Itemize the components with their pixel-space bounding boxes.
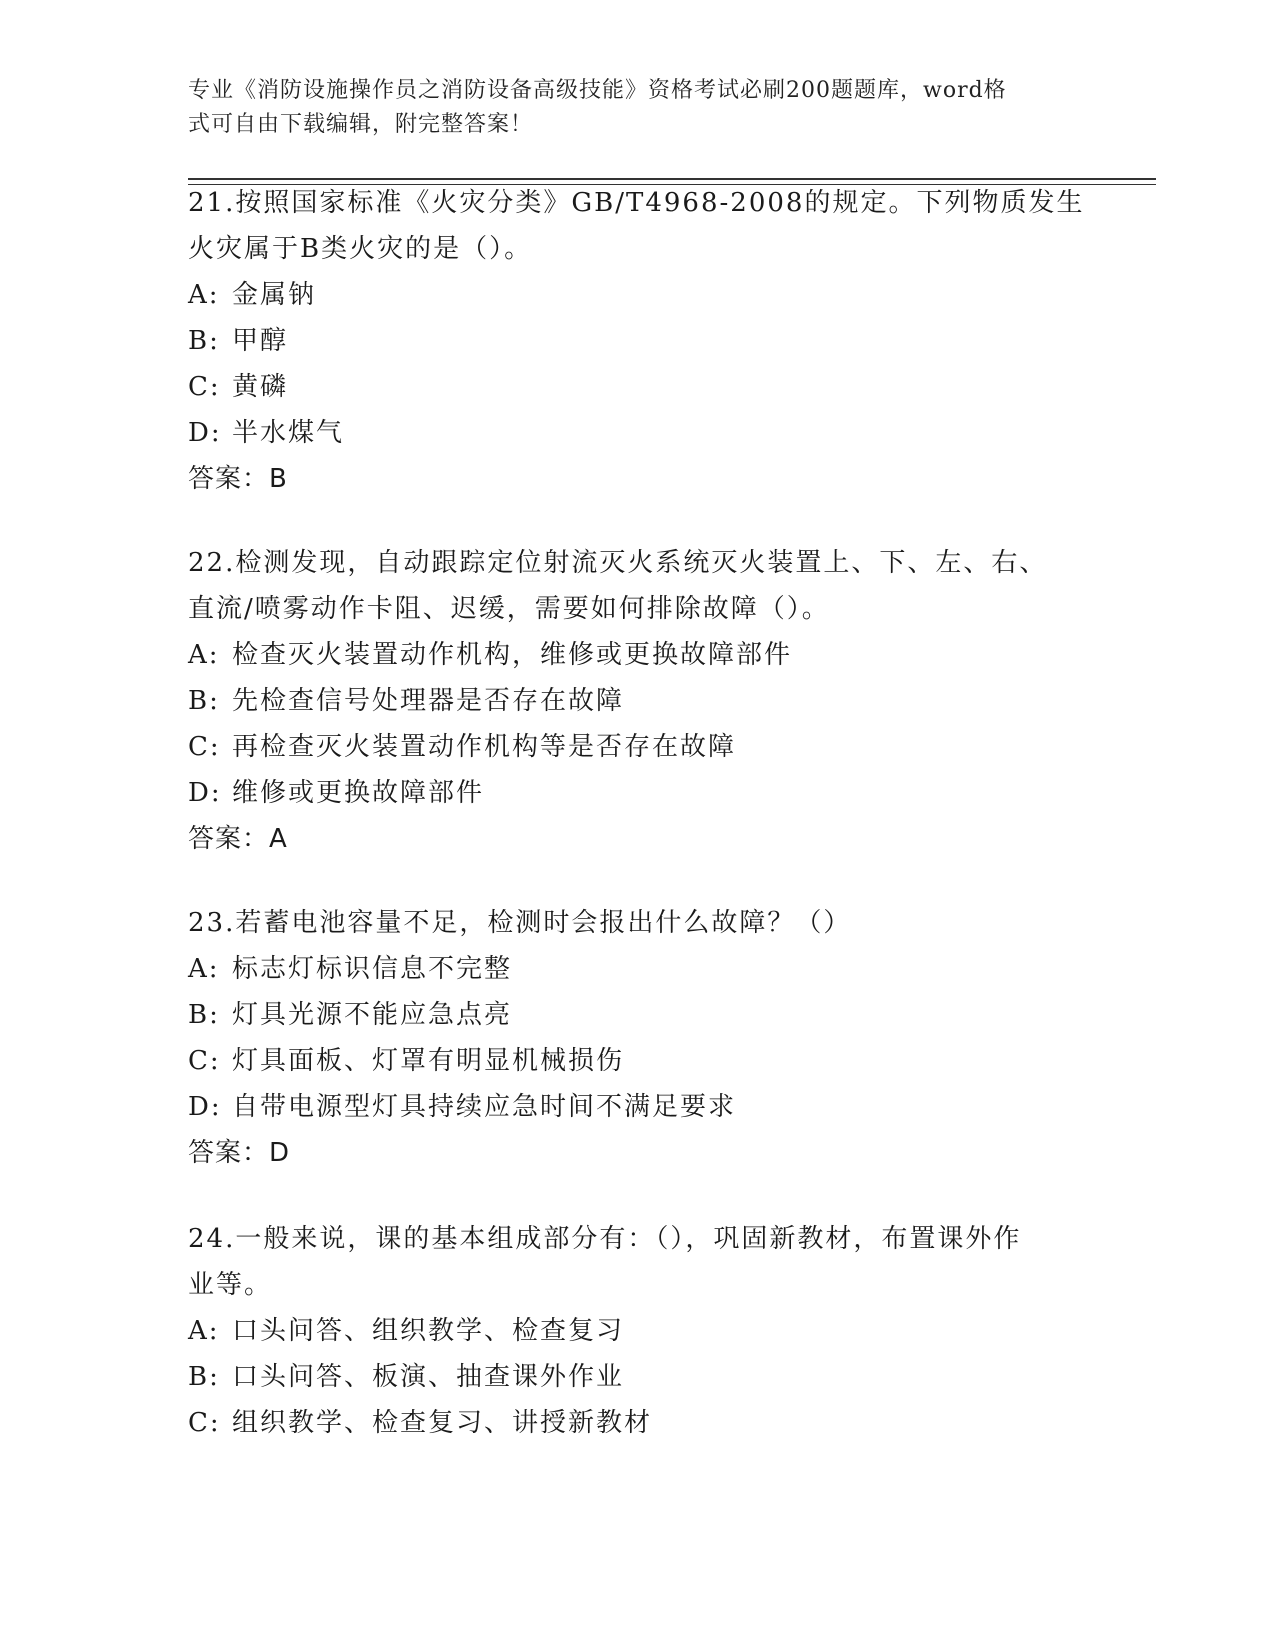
option-text: 口头问答、板演、抽查课外作业 <box>232 1362 625 1392</box>
option-c <box>188 1400 1088 1446</box>
option-label: D: <box>188 1092 222 1122</box>
question-stem-line: 业等。 <box>188 1270 273 1300</box>
option-label: A: <box>188 954 220 984</box>
question-24 <box>188 1216 1088 1446</box>
option-text: 口头问答、组织教学、检查复习 <box>232 1316 625 1346</box>
option-a <box>188 632 1088 678</box>
option-label: C: <box>188 372 221 402</box>
option-text: 半水煤气 <box>232 418 345 448</box>
option-text: 甲醇 <box>232 326 289 356</box>
option-b <box>188 992 1088 1038</box>
option-a <box>188 946 1088 992</box>
option-d <box>188 410 1088 456</box>
option-label: C: <box>188 1408 221 1438</box>
option-b <box>188 678 1088 724</box>
header-line-2: 式可自由下载编辑，附完整答案！ <box>188 112 534 137</box>
option-c <box>188 724 1088 770</box>
question-stem-line: 火灾属于B类火灾的是（）。 <box>188 234 533 264</box>
question-23 <box>188 900 1088 1176</box>
option-text: 灯具光源不能应急点亮 <box>232 1000 513 1030</box>
question-stem-line: 23.若蓄电池容量不足，检测时会报出什么故障？（） <box>188 908 852 938</box>
answer: 答案：B <box>188 464 288 494</box>
option-label: B: <box>188 1362 220 1392</box>
option-a <box>188 1308 1088 1354</box>
option-label: C: <box>188 732 221 762</box>
option-label: A: <box>188 1316 220 1346</box>
option-c <box>188 364 1088 410</box>
option-text: 灯具面板、灯罩有明显机械损伤 <box>232 1046 625 1076</box>
option-b <box>188 318 1088 364</box>
document-header <box>188 74 1068 142</box>
question-stem-line: 22.检测发现，自动跟踪定位射流灭火系统灭火装置上、下、左、右、 <box>188 548 1048 578</box>
option-text: 金属钠 <box>232 280 317 310</box>
option-c <box>188 1038 1088 1084</box>
option-label: D: <box>188 778 222 808</box>
option-label: B: <box>188 686 220 716</box>
option-label: C: <box>188 1046 221 1076</box>
option-text: 再检查灭火装置动作机构等是否存在故障 <box>232 732 737 762</box>
option-text: 维修或更换故障部件 <box>232 778 485 808</box>
option-text: 组织教学、检查复习、讲授新教材 <box>232 1408 653 1438</box>
question-22 <box>188 540 1088 862</box>
option-d <box>188 1084 1088 1130</box>
option-label: B: <box>188 326 220 356</box>
option-b <box>188 1354 1088 1400</box>
option-text: 先检查信号处理器是否存在故障 <box>232 686 625 716</box>
question-stem-line: 24.一般来说，课的基本组成部分有：（），巩固新教材，布置课外作 <box>188 1224 1022 1254</box>
option-label: D: <box>188 418 222 448</box>
header-line-1: 专业《消防设施操作员之消防设备高级技能》资格考试必刷200题题库，word格 <box>188 78 1007 103</box>
option-text: 自带电源型灯具持续应急时间不满足要求 <box>232 1092 737 1122</box>
question-stem-line: 21.按照国家标准《火灾分类》GB/T4968-2008的规定。下列物质发生 <box>188 188 1085 218</box>
option-label: A: <box>188 640 220 670</box>
question-21 <box>188 180 1088 502</box>
option-d <box>188 770 1088 816</box>
option-text: 检查灭火装置动作机构，维修或更换故障部件 <box>232 640 793 670</box>
question-stem-line: 直流/喷雾动作卡阻、迟缓，需要如何排除故障（）。 <box>188 594 830 624</box>
answer: 答案：D <box>188 1138 291 1168</box>
option-text: 黄磷 <box>232 372 289 402</box>
option-text: 标志灯标识信息不完整 <box>232 954 513 984</box>
option-a <box>188 272 1088 318</box>
option-label: B: <box>188 1000 220 1030</box>
answer: 答案：A <box>188 824 288 854</box>
option-label: A: <box>188 280 220 310</box>
